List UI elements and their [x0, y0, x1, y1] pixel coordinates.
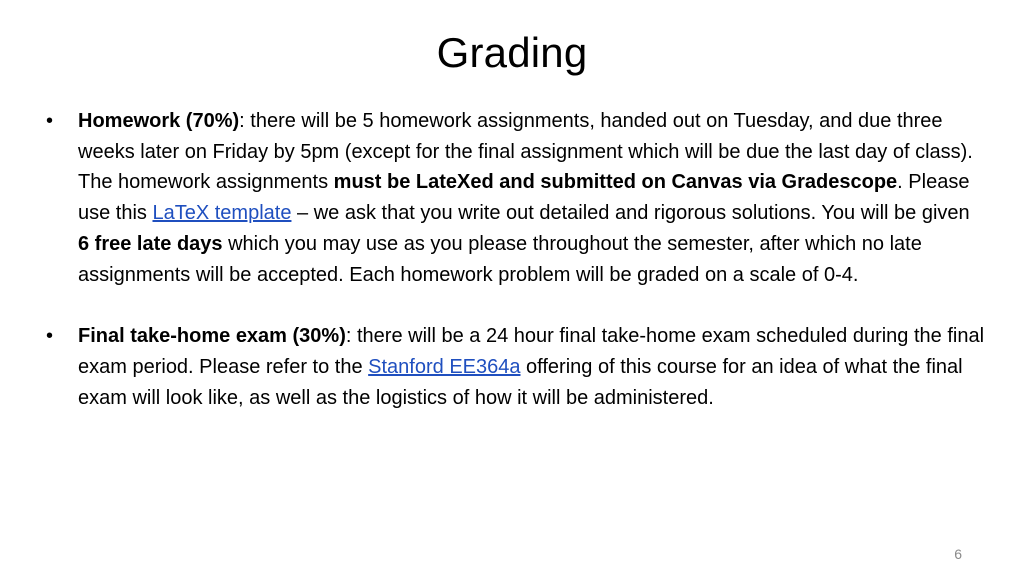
slide-title: Grading [436, 29, 588, 76]
bullet-dot-icon: • [46, 325, 54, 348]
latex-template-link[interactable]: LaTeX template [152, 202, 292, 225]
page-number: 6 [954, 546, 962, 562]
final-exam-text-2: offering of this course for an idea of what the final exam will look like, as well as the logistics of how it will be administered. [78, 355, 963, 409]
bullet-dot-icon: • [46, 110, 54, 132]
final-exam-text-1: : there will be a 24 hour final take-home exam scheduled during the final exam period. Please refer to the [78, 325, 985, 378]
homework-emphasis-late-days: 6 free late days [78, 232, 223, 255]
stanford-ee364a-link[interactable]: Stanford EE364a [368, 355, 521, 378]
homework-text-2: . Please use this [78, 171, 970, 225]
bullet-homework [46, 106, 986, 290]
final-exam-heading: Final take-home exam (30%) [78, 325, 346, 348]
homework-text-4: which you may use as you please throughout the semester, after which no late assignments will be accepted. Each homework problem will be graded on a scale of 0-4. [78, 232, 922, 286]
bullet-final-exam [46, 321, 986, 413]
homework-text-3: – we ask that you write out detailed and rigorous solutions. You will be given [291, 202, 970, 225]
bullet-list [46, 106, 986, 413]
homework-emphasis-latex: must be LateXed and submitted on Canvas via Gradescope [333, 171, 898, 194]
homework-text-1: : there will be 5 homework assignments, handed out on Tuesday, and due three weeks later on Friday by 5pm (except for the final assignment which will be due the last day of class). The homework assignments [78, 110, 973, 194]
homework-heading: Homework (70%) [78, 110, 240, 132]
